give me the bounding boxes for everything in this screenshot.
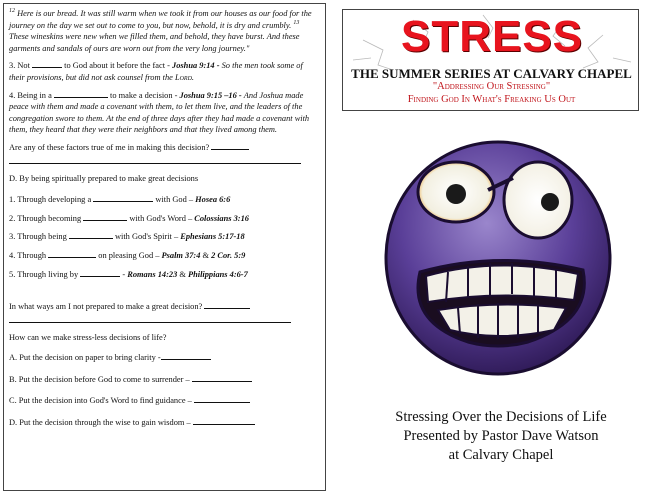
sermon-title-block (372, 408, 630, 465)
fill-blank (161, 351, 211, 360)
fill-blank (80, 268, 120, 277)
verse-number: 12 (9, 8, 15, 15)
fill-blank (204, 300, 250, 309)
fill-blank (211, 141, 249, 150)
fill-blank (32, 59, 62, 68)
scripture-ref: Hosea 6:6 (195, 195, 231, 205)
sermon-notes-panel (3, 3, 326, 491)
verse-text: Here is our bread. It was still warm when we took it from our houses as our food for the journey on the day we set out to come to you, but now, behold, it is dry and crumbly. (9, 9, 312, 30)
list-item: 4. Through on pleasing God – Psalm 37:4 & 2 Cor. 5:9 (9, 250, 246, 260)
list-item: C. Put the decision into God's Word to find guidance – (9, 394, 320, 407)
scripture-ref: Ephesians 5:17-18 (180, 232, 245, 242)
point-4: 4. Being in a to make a decision - Joshua 9:15 –16 - And Joshua made peace with them and made a covenant with them, to let them live, and the leaders of the congregation swore to them. At the end of three days after they had made a covenant with them, they heard that they were their neighbors and that they lived among them. (9, 90, 310, 135)
list-item: A. Put the decision on paper to bring clarity - (9, 351, 320, 364)
section-d-heading: D. By being spiritually prepared to make great decisions (9, 173, 199, 183)
verse-text: These wineskins were new when we filled them, and behold, they have burst. And these garments and sandals of ours are worn out from the very long journey." (9, 32, 300, 53)
list-item: D. Put the decision through the wise to gain wisdom – (9, 416, 320, 429)
scripture-ref: Philippians 4:6-7 (187, 269, 248, 279)
point-3: 3. Not to God about it before the fact - Joshua 9:14 - So the men took some of their provisions, but did not ask counsel from the Lord. (9, 61, 303, 82)
venue: at Calvary Chapel (448, 447, 554, 463)
scripture-ref: Psalm 37:4 (161, 250, 201, 260)
fill-blank (93, 193, 153, 202)
presenter: Presented by Pastor Dave Watson (403, 428, 599, 444)
answer-line (9, 313, 291, 323)
list-item: B. Put the decision before God to come to surrender – (9, 373, 320, 386)
fill-blank (69, 230, 113, 239)
series-subtitle: "Addressing Our Stressing" (432, 81, 551, 92)
scripture-ref: Romans 14:23 (127, 269, 178, 279)
scripture-ref: Joshua 9:15 –16 - (179, 90, 242, 100)
fill-blank (193, 416, 255, 425)
verse-block (9, 8, 320, 54)
sermon-title: Stressing Over the Decisions of Life (395, 409, 607, 425)
series-tagline: Finding God In What's Freaking Us Out (407, 94, 576, 105)
scripture-ref: 2 Cor. 5:9 (211, 250, 246, 260)
list-item: 3. Through being with God's Spirit – Ephesians 5:17-18 (9, 232, 245, 242)
stressed-face-illustration (378, 130, 618, 380)
steps-list (9, 351, 320, 428)
question-not-prepared: In what ways am I not prepared to make a great decision? (9, 300, 320, 313)
question-stressless: How can we make stress-less decisions of life? (9, 332, 167, 342)
fill-blank (48, 249, 96, 258)
fill-blank (194, 394, 250, 403)
fill-blank (83, 212, 127, 221)
stress-wordmark: STRESS (400, 12, 584, 61)
fill-blank (192, 373, 252, 382)
answer-line (9, 154, 301, 164)
series-logo (342, 9, 639, 111)
list-item: 5. Through living by - Romans 14:23 & Philippians 4:6-7 (9, 269, 248, 279)
scripture-ref: Colossians 3:16 (194, 213, 249, 223)
list-item: 2. Through becoming with God's Word – Colossians 3:16 (9, 213, 249, 223)
verse-number: 13 (293, 19, 300, 26)
series-title: THE SUMMER SERIES AT CALVARY CHAPEL (351, 66, 632, 81)
list-item: 1. Through developing a with God – Hosea 6:6 (9, 195, 231, 205)
fill-blank (54, 89, 108, 98)
scripture-ref: Joshua 9:14 - (172, 61, 220, 71)
question-factors: Are any of these factors true of me in making this decision? (9, 141, 320, 154)
through-list (9, 193, 320, 280)
